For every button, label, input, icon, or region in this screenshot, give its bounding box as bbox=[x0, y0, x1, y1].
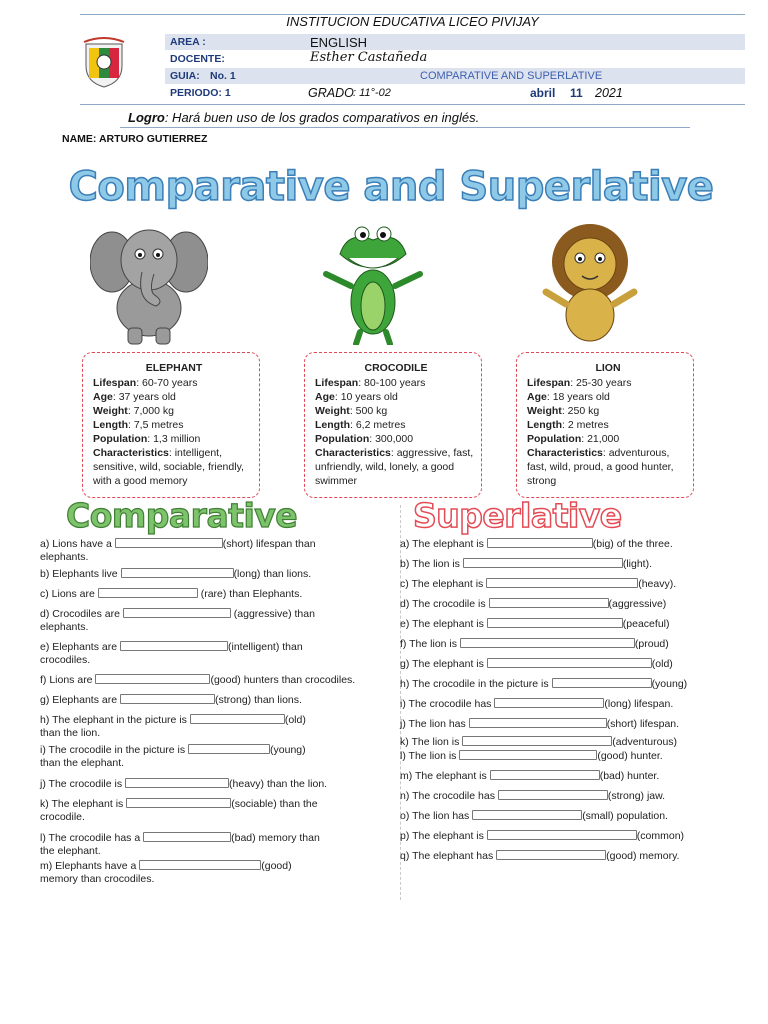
characteristics-value: aggressive, fast, unfriendly, wild, lonely, a good swimmer bbox=[315, 447, 474, 487]
question-text: d) The crocodile is bbox=[400, 598, 486, 610]
question-text: (intelligent) than bbox=[227, 641, 303, 653]
superlative-item-d bbox=[400, 598, 666, 611]
comparative-item-f bbox=[40, 674, 355, 687]
question-text: (strong) than lions. bbox=[214, 694, 302, 706]
question-text: l) The crocodile has a bbox=[40, 832, 141, 844]
question-text: (good) memory. bbox=[606, 850, 680, 862]
question-text: h) The crocodile in the picture is bbox=[400, 678, 549, 690]
answer-blank[interactable] bbox=[487, 538, 593, 548]
answer-blank[interactable] bbox=[487, 830, 637, 840]
area-value: ENGLISH bbox=[310, 35, 368, 50]
answer-blank[interactable] bbox=[462, 736, 612, 746]
question-text: (old) bbox=[651, 658, 673, 670]
question-text: (long) than lions. bbox=[233, 568, 312, 580]
logro-line bbox=[128, 110, 688, 125]
superlative-item-k bbox=[400, 736, 677, 749]
answer-blank[interactable] bbox=[126, 798, 231, 808]
field-label: Characteristics bbox=[93, 447, 169, 459]
comparative-item-c bbox=[40, 588, 302, 601]
field-label: Lifespan bbox=[315, 377, 359, 389]
answer-blank[interactable] bbox=[115, 538, 223, 548]
comparative-item-d bbox=[40, 608, 315, 634]
age-value: 10 years old bbox=[340, 391, 398, 403]
question-text: (adventurous) bbox=[612, 736, 678, 748]
card-title: LION bbox=[595, 362, 621, 374]
answer-blank[interactable] bbox=[490, 770, 600, 780]
question-text: i) The crocodile has bbox=[400, 698, 492, 710]
question-text: (rare) than Elephants. bbox=[200, 588, 303, 600]
question-text: (proud) bbox=[634, 638, 669, 650]
answer-blank[interactable] bbox=[496, 850, 606, 860]
comparative-item-k bbox=[40, 798, 318, 824]
population-value: 1,3 million bbox=[153, 433, 201, 445]
school-crest-icon bbox=[82, 36, 126, 88]
answer-blank[interactable] bbox=[469, 718, 607, 728]
lifespan-value: 80-100 years bbox=[364, 377, 426, 389]
question-text: j) The crocodile is bbox=[40, 778, 123, 790]
superlative-item-j bbox=[400, 718, 679, 731]
question-text: j) The lion has bbox=[400, 718, 466, 730]
field-label: Age bbox=[527, 391, 547, 403]
superlative-item-h bbox=[400, 678, 687, 691]
question-text: g) The elephant is bbox=[400, 658, 484, 670]
answer-blank[interactable] bbox=[489, 598, 609, 608]
superlative-item-e bbox=[400, 618, 670, 631]
docente-label: DOCENTE: bbox=[170, 53, 225, 65]
question-text: (big) of the three. bbox=[592, 538, 673, 550]
question-text: (short) lifespan than bbox=[222, 538, 316, 550]
field-label: Characteristics bbox=[315, 447, 391, 459]
field-label: Lifespan bbox=[527, 377, 571, 389]
question-text: elephants. bbox=[40, 551, 89, 563]
question-text: (light). bbox=[622, 558, 653, 570]
lion-illustration bbox=[530, 220, 650, 345]
question-text: (aggressive) bbox=[608, 598, 667, 610]
field-label: Population bbox=[527, 433, 582, 445]
superlative-item-b bbox=[400, 558, 652, 571]
answer-blank[interactable] bbox=[98, 588, 198, 598]
answer-blank[interactable] bbox=[120, 641, 228, 651]
question-text: k) The lion is bbox=[400, 736, 460, 748]
characteristics-value: intelligent, sensitive, wild, sociable, friendly, with a good memory bbox=[93, 447, 244, 487]
superlative-item-o bbox=[400, 810, 668, 823]
question-text: e) The elephant is bbox=[400, 618, 484, 630]
question-text: (aggressive) than bbox=[233, 608, 315, 620]
question-text: l) The lion is bbox=[400, 750, 457, 762]
superlative-item-g bbox=[400, 658, 673, 671]
length-value: 7,5 metres bbox=[133, 419, 184, 431]
answer-blank[interactable] bbox=[459, 750, 597, 760]
question-text: p) The elephant is bbox=[400, 830, 484, 842]
field-label: Age bbox=[315, 391, 335, 403]
question-text: b) The lion is bbox=[400, 558, 460, 570]
question-text: k) The elephant is bbox=[40, 798, 124, 810]
field-label: Length bbox=[315, 419, 350, 431]
logro-text: : Hará buen uso de los grados comparativos en inglés. bbox=[164, 110, 480, 125]
question-text: crocodile. bbox=[40, 811, 85, 823]
population-value: 300,000 bbox=[375, 433, 414, 445]
question-text: (young) bbox=[270, 744, 306, 756]
question-text: (sociable) than the bbox=[231, 798, 318, 810]
comparative-item-e bbox=[40, 641, 303, 667]
answer-blank[interactable] bbox=[498, 790, 608, 800]
question-text: b) Elephants live bbox=[40, 568, 118, 580]
superlative-title: Superlative bbox=[413, 496, 622, 535]
periodo-label: PERIODO: 1 bbox=[170, 87, 231, 99]
superlative-item-q bbox=[400, 850, 679, 863]
answer-blank[interactable] bbox=[463, 558, 623, 568]
question-text: the elephant. bbox=[40, 845, 101, 857]
field-label: Weight bbox=[315, 405, 350, 417]
weight-value: 7,000 kg bbox=[133, 405, 174, 417]
field-label: Age bbox=[93, 391, 113, 403]
question-text: (common) bbox=[636, 830, 685, 842]
question-text: (bad) memory than bbox=[231, 832, 320, 844]
question-text: a) Lions have a bbox=[40, 538, 112, 550]
card-title: CROCODILE bbox=[364, 362, 428, 374]
comparative-item-i bbox=[40, 744, 306, 770]
logro-rule bbox=[120, 127, 690, 128]
question-text: f) The lion is bbox=[400, 638, 457, 650]
date-year: 2021 bbox=[595, 86, 623, 100]
worksheet-title: Comparative and Superlative bbox=[68, 164, 714, 210]
card-title: ELEPHANT bbox=[145, 362, 203, 374]
comparative-item-m bbox=[40, 860, 292, 886]
lifespan-value: 25-30 years bbox=[576, 377, 632, 389]
superlative-item-a bbox=[400, 538, 673, 551]
question-text: m) The elephant is bbox=[400, 770, 487, 782]
guia-value: No. 1 bbox=[210, 70, 236, 82]
area-label: AREA : bbox=[170, 36, 206, 48]
comparative-item-g bbox=[40, 694, 302, 707]
question-text: elephants. bbox=[40, 621, 89, 633]
length-value: 6,2 metres bbox=[355, 419, 406, 431]
answer-blank[interactable] bbox=[139, 860, 261, 870]
question-text: i) The crocodile in the picture is bbox=[40, 744, 186, 756]
field-label: Population bbox=[315, 433, 370, 445]
question-text: (young) bbox=[651, 678, 688, 690]
date-month: abril bbox=[530, 86, 556, 100]
superlative-item-m bbox=[400, 770, 659, 783]
elephant-illustration bbox=[90, 220, 208, 345]
length-value: 2 metres bbox=[567, 419, 609, 431]
question-text: e) Elephants are bbox=[40, 641, 118, 653]
answer-blank[interactable] bbox=[487, 618, 623, 628]
comparative-item-l bbox=[40, 832, 320, 858]
answer-blank[interactable] bbox=[188, 744, 270, 754]
question-text: n) The crocodile has bbox=[400, 790, 495, 802]
superlative-item-p bbox=[400, 830, 684, 843]
logro-label: Logro bbox=[128, 110, 165, 125]
question-text: (peaceful) bbox=[622, 618, 670, 630]
field-label: Lifespan bbox=[93, 377, 137, 389]
question-text: (heavy). bbox=[638, 578, 677, 590]
question-text: crocodiles. bbox=[40, 654, 91, 666]
answer-blank[interactable] bbox=[95, 674, 210, 684]
question-text: (heavy) than the lion. bbox=[229, 778, 328, 790]
question-text: than the elephant. bbox=[40, 757, 125, 769]
question-text: (bad) hunter. bbox=[599, 770, 660, 782]
field-label: Characteristics bbox=[527, 447, 603, 459]
superlative-item-c bbox=[400, 578, 676, 591]
grado-value: : 11°-02 bbox=[353, 87, 391, 99]
question-text: (long) lifespan. bbox=[604, 698, 674, 710]
comparative-item-b bbox=[40, 568, 311, 581]
docente-value: Esther Castañeda bbox=[310, 50, 428, 65]
question-text: d) Crocodiles are bbox=[40, 608, 120, 620]
question-text: h) The elephant in the picture is bbox=[40, 714, 187, 726]
question-text: o) The lion has bbox=[400, 810, 470, 822]
question-text: m) Elephants have a bbox=[40, 860, 137, 872]
age-value: 18 years old bbox=[552, 391, 610, 403]
question-text: (good) hunter. bbox=[597, 750, 663, 762]
characteristics-value: adventurous, fast, wild, proud, a good hunter, strong bbox=[527, 447, 674, 487]
guia-row bbox=[165, 68, 745, 84]
area-row bbox=[165, 34, 745, 50]
field-label: Weight bbox=[527, 405, 562, 417]
superlative-item-n bbox=[400, 790, 665, 803]
question-text: (old) bbox=[284, 714, 306, 726]
population-value: 21,000 bbox=[587, 433, 620, 445]
answer-blank[interactable] bbox=[472, 810, 582, 820]
school-name: INSTITUCION EDUCATIVA LICEO PIVIJAY bbox=[286, 14, 539, 29]
header-bottom-rule bbox=[80, 104, 745, 105]
lion-card: LION Lifespan: 25-30 years Age: 18 years old Weight: 250 kg Length: 2 metres Population: 21,000 Characteristics: adventurous, fast, wild, proud, a good hunter, strong bbox=[516, 352, 694, 498]
question-text: (strong) jaw. bbox=[607, 790, 666, 802]
field-label: Weight bbox=[93, 405, 128, 417]
weight-value: 500 kg bbox=[355, 405, 388, 417]
superlative-item-i bbox=[400, 698, 673, 711]
weight-value: 250 kg bbox=[567, 405, 600, 417]
student-name: NAME: ARTURO GUTIERREZ bbox=[62, 133, 208, 145]
question-text: memory than crocodiles. bbox=[40, 873, 155, 885]
docente-row bbox=[165, 51, 745, 67]
question-text: c) Lions are bbox=[40, 588, 95, 600]
question-text: (good) hunters than crocodiles. bbox=[210, 674, 356, 686]
question-text: (small) population. bbox=[582, 810, 668, 822]
worksheet bbox=[38, 160, 744, 905]
question-text: a) The elephant is bbox=[400, 538, 484, 550]
grado-label: GRADO bbox=[308, 86, 354, 100]
question-text: (good) bbox=[261, 860, 292, 872]
guia-label: GUIA: bbox=[170, 70, 200, 82]
answer-blank[interactable] bbox=[123, 608, 231, 618]
question-text: than the lion. bbox=[40, 727, 101, 739]
answer-blank[interactable] bbox=[143, 832, 231, 842]
crocodile-illustration bbox=[318, 220, 428, 345]
field-label: Length bbox=[93, 419, 128, 431]
periodo-row bbox=[165, 85, 745, 101]
answer-blank[interactable] bbox=[121, 568, 234, 578]
question-text: (short) lifespan. bbox=[606, 718, 680, 730]
crocodile-card: CROCODILE Lifespan: 80-100 years Age: 10 years old Weight: 500 kg Length: 6,2 metres Population: 300,000 Characteristics: aggressive, fast, unfriendly, wild, lonely, a good swimmer bbox=[304, 352, 482, 498]
comparative-item-a bbox=[40, 538, 316, 564]
answer-blank[interactable] bbox=[460, 638, 635, 648]
question-text: q) The elephant has bbox=[400, 850, 494, 862]
comparative-item-h bbox=[40, 714, 306, 740]
answer-blank[interactable] bbox=[487, 658, 652, 668]
answer-blank[interactable] bbox=[494, 698, 604, 708]
superlative-item-f bbox=[400, 638, 669, 651]
answer-blank[interactable] bbox=[486, 578, 638, 588]
lifespan-value: 60-70 years bbox=[142, 377, 198, 389]
guia-topic: COMPARATIVE AND SUPERLATIVE bbox=[420, 70, 603, 82]
answer-blank[interactable] bbox=[120, 694, 215, 704]
date-day: 11 bbox=[570, 86, 583, 100]
elephant-card: ELEPHANT Lifespan: 60-70 years Age: 37 years old Weight: 7,000 kg Length: 7,5 metres Population: 1,3 million Characteristics: intelligent, sensitive, wild, sociable, friendly, with a good memory bbox=[82, 352, 260, 498]
question-text: f) Lions are bbox=[40, 674, 93, 686]
superlative-item-l bbox=[400, 750, 663, 763]
comparative-title: Comparative bbox=[66, 496, 298, 535]
answer-blank[interactable] bbox=[190, 714, 285, 724]
question-text: g) Elephants are bbox=[40, 694, 118, 706]
age-value: 37 years old bbox=[118, 391, 176, 403]
question-text: c) The elephant is bbox=[400, 578, 484, 590]
field-label: Length bbox=[527, 419, 562, 431]
answer-blank[interactable] bbox=[125, 778, 229, 788]
comparative-item-j bbox=[40, 778, 327, 791]
field-label: Population bbox=[93, 433, 148, 445]
answer-blank[interactable] bbox=[552, 678, 652, 688]
